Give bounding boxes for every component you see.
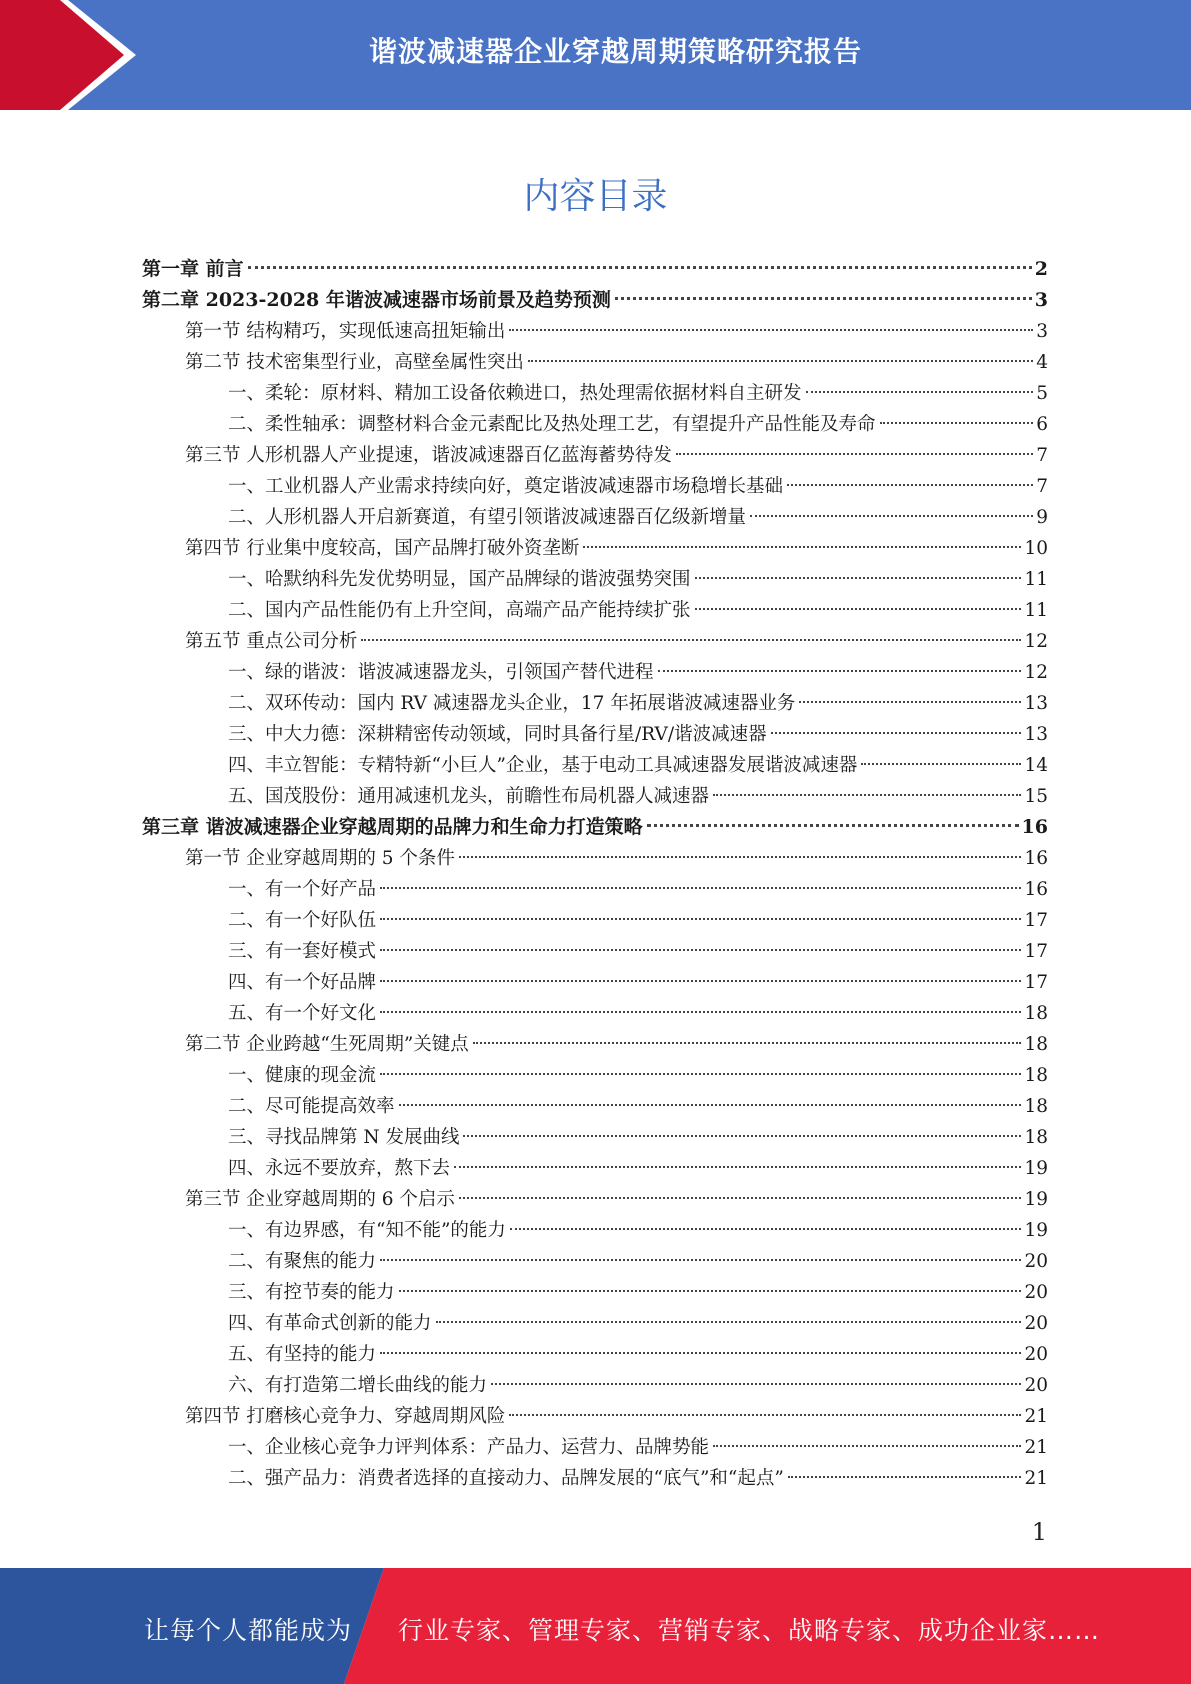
toc-leader-dots bbox=[361, 639, 1021, 641]
toc-entry-page: 20 bbox=[1024, 1344, 1048, 1365]
toc-entry-page: 16 bbox=[1021, 816, 1048, 838]
toc-leader-dots bbox=[713, 1445, 1021, 1447]
toc-entry[interactable] bbox=[142, 626, 1048, 657]
toc-entry-page: 16 bbox=[1024, 848, 1048, 869]
toc-entry[interactable] bbox=[142, 564, 1048, 595]
toc-entry-page: 20 bbox=[1024, 1251, 1048, 1272]
toc-entry[interactable] bbox=[142, 502, 1048, 533]
toc-entry-page: 12 bbox=[1024, 662, 1048, 683]
toc-leader-dots bbox=[454, 1166, 1021, 1168]
toc-entry[interactable] bbox=[142, 378, 1048, 409]
toc-entry-title: 第三节 企业穿越周期的 6 个启示 bbox=[185, 1189, 455, 1210]
toc-entry-page: 20 bbox=[1024, 1375, 1048, 1396]
toc-entry[interactable] bbox=[142, 1370, 1048, 1401]
toc-entry-title: 二、人形机器人开启新赛道，有望引领谐波减速器百亿级新增量 bbox=[228, 507, 747, 528]
toc-entry-page: 17 bbox=[1024, 941, 1048, 962]
toc-entry-page: 21 bbox=[1024, 1468, 1048, 1489]
page-footer bbox=[0, 1568, 1191, 1684]
toc-entry-title: 二、强产品力：消费者选择的直接动力、品牌发展的“底气”和“起点” bbox=[228, 1468, 784, 1489]
toc-leader-dots bbox=[510, 1228, 1022, 1230]
toc-entry-page: 11 bbox=[1024, 569, 1048, 590]
toc-entry-title: 四、丰立智能：专精特新“小巨人”企业，基于电动工具减速器发展谐波减速器 bbox=[228, 755, 858, 776]
toc-leader-dots bbox=[463, 1135, 1021, 1137]
toc-entry-title: 四、有革命式创新的能力 bbox=[228, 1313, 432, 1334]
toc-entry-title: 二、国内产品性能仍有上升空间，高端产品产能持续扩张 bbox=[228, 600, 691, 621]
toc-leader-dots bbox=[695, 608, 1022, 610]
toc-entry-page: 3 bbox=[1036, 321, 1048, 342]
toc-leader-dots bbox=[491, 1383, 1021, 1385]
toc-entry[interactable] bbox=[142, 1463, 1048, 1494]
toc-entry-page: 18 bbox=[1024, 1096, 1048, 1117]
toc-leader-dots bbox=[380, 887, 1021, 889]
toc-entry-page: 4 bbox=[1036, 352, 1048, 373]
toc-entry[interactable] bbox=[142, 781, 1048, 812]
toc-entry-page: 12 bbox=[1024, 631, 1048, 652]
toc-entry-page: 19 bbox=[1024, 1220, 1048, 1241]
toc-entry[interactable] bbox=[142, 533, 1048, 564]
toc-entry-title: 第二节 技术密集型行业，高壁垒属性突出 bbox=[185, 352, 524, 373]
toc-entry[interactable] bbox=[142, 1060, 1048, 1091]
toc-entry[interactable] bbox=[142, 905, 1048, 936]
toc-entry-page: 13 bbox=[1024, 693, 1048, 714]
toc-entry[interactable] bbox=[142, 1339, 1048, 1370]
toc-entry-title: 二、柔性轴承：调整材料合金元素配比及热处理工艺，有望提升产品性能及寿命 bbox=[228, 414, 876, 435]
toc-entry-page: 16 bbox=[1024, 879, 1048, 900]
toc-leader-dots bbox=[799, 701, 1021, 703]
toc-leader-dots bbox=[880, 422, 1034, 424]
toc-entry[interactable] bbox=[142, 409, 1048, 440]
toc-entry-page: 21 bbox=[1024, 1437, 1048, 1458]
toc-entry-title: 第二节 企业跨越“生死周期”关键点 bbox=[185, 1034, 469, 1055]
toc-entry-title: 第四节 行业集中度较高，国产品牌打破外资垄断 bbox=[185, 538, 580, 559]
toc-entry[interactable] bbox=[142, 812, 1048, 843]
toc-leader-dots bbox=[695, 577, 1022, 579]
toc-leader-dots bbox=[380, 949, 1021, 951]
toc-leader-dots bbox=[248, 266, 1032, 269]
toc-entry-title: 三、寻找品牌第 N 发展曲线 bbox=[228, 1127, 460, 1148]
toc-entry[interactable] bbox=[142, 750, 1048, 781]
toc-entry-title: 二、有一个好队伍 bbox=[228, 910, 377, 931]
toc-entry-title: 四、有一个好品牌 bbox=[228, 972, 377, 993]
toc-entry-title: 一、企业核心竞争力评判体系：产品力、运营力、品牌势能 bbox=[228, 1437, 710, 1458]
toc-leader-dots bbox=[771, 732, 1022, 734]
toc-entry-page: 20 bbox=[1024, 1282, 1048, 1303]
toc-leader-dots bbox=[750, 515, 1033, 517]
toc-entry-title: 一、工业机器人产业需求持续向好，奠定谐波减速器市场稳增长基础 bbox=[228, 476, 784, 497]
toc-entry-page: 17 bbox=[1024, 910, 1048, 931]
toc-entry[interactable] bbox=[142, 843, 1048, 874]
toc-entry-title: 一、哈默纳科先发优势明显，国产品牌绿的谐波强势突围 bbox=[228, 569, 691, 590]
toc-entry-page: 7 bbox=[1036, 445, 1048, 466]
toc-leader-dots bbox=[861, 763, 1021, 765]
toc-entry-title: 六、有打造第二增长曲线的能力 bbox=[228, 1375, 488, 1396]
toc-entry[interactable] bbox=[142, 936, 1048, 967]
toc-entry[interactable] bbox=[142, 874, 1048, 905]
toc-entry-title: 五、有一个好文化 bbox=[228, 1003, 377, 1024]
toc-entry[interactable] bbox=[142, 1308, 1048, 1339]
toc-entry-title: 一、有边界感，有“知不能”的能力 bbox=[228, 1220, 506, 1241]
toc-entry-page: 3 bbox=[1034, 289, 1048, 311]
toc-entry[interactable] bbox=[142, 719, 1048, 750]
toc-entry-page: 19 bbox=[1024, 1189, 1048, 1210]
toc-entry-page: 18 bbox=[1024, 1034, 1048, 1055]
toc-leader-dots bbox=[528, 360, 1033, 362]
toc-entry-title: 五、有坚持的能力 bbox=[228, 1344, 377, 1365]
toc-leader-dots bbox=[436, 1321, 1022, 1323]
toc-entry-page: 19 bbox=[1024, 1158, 1048, 1179]
footer-slogan-right: 行业专家、管理专家、营销专家、战略专家、成功企业家…… bbox=[398, 1616, 1101, 1645]
toc-entry-title: 二、尽可能提高效率 bbox=[228, 1096, 395, 1117]
toc-leader-dots bbox=[509, 1414, 1021, 1416]
toc-leader-dots bbox=[380, 1352, 1021, 1354]
toc-entry[interactable] bbox=[142, 440, 1048, 471]
toc-entry[interactable] bbox=[142, 998, 1048, 1029]
toc-entry-title: 一、绿的谐波：谐波减速器龙头，引领国产替代进程 bbox=[228, 662, 654, 683]
toc-leader-dots bbox=[459, 856, 1022, 858]
toc-leader-dots bbox=[380, 1011, 1021, 1013]
toc-entry-title: 一、柔轮：原材料、精加工设备依赖进口，热处理需依据材料自主研发 bbox=[228, 383, 802, 404]
toc-entry[interactable] bbox=[142, 1029, 1048, 1060]
toc-leader-dots bbox=[509, 329, 1033, 331]
toc-entry-title: 四、永远不要放弃，熬下去 bbox=[228, 1158, 451, 1179]
toc-leader-dots bbox=[380, 1073, 1021, 1075]
toc-leader-dots bbox=[658, 670, 1022, 672]
toc-entry-page: 6 bbox=[1036, 414, 1048, 435]
toc-entry-title: 一、健康的现金流 bbox=[228, 1065, 377, 1086]
toc-entry-page: 5 bbox=[1036, 383, 1048, 404]
toc-entry[interactable] bbox=[142, 1215, 1048, 1246]
toc-entry[interactable] bbox=[142, 254, 1048, 285]
toc-entry-title: 第一章 前言 bbox=[142, 258, 244, 280]
toc-entry[interactable] bbox=[142, 1153, 1048, 1184]
toc-entry[interactable] bbox=[142, 471, 1048, 502]
toc-entry[interactable] bbox=[142, 285, 1048, 316]
toc-entry-page: 18 bbox=[1024, 1065, 1048, 1086]
page-header bbox=[0, 0, 1191, 110]
toc-entry-title: 一、有一个好产品 bbox=[228, 879, 377, 900]
toc-entry[interactable] bbox=[142, 1277, 1048, 1308]
toc-leader-dots bbox=[459, 1197, 1022, 1199]
toc-entry[interactable] bbox=[142, 1091, 1048, 1122]
toc-entry-title: 第三节 人形机器人产业提速，谐波减速器百亿蓝海蓄势待发 bbox=[185, 445, 672, 466]
toc-leader-dots bbox=[380, 980, 1021, 982]
toc-leader-dots bbox=[647, 824, 1019, 827]
toc-entry-page: 11 bbox=[1024, 600, 1048, 621]
toc-entry-title: 第四节 打磨核心竞争力、穿越周期风险 bbox=[185, 1406, 506, 1427]
toc-entry-title: 二、双环传动：国内 RV 减速器龙头企业，17 年拓展谐波减速器业务 bbox=[228, 693, 796, 714]
toc-entry[interactable] bbox=[142, 967, 1048, 998]
toc-entry-page: 18 bbox=[1024, 1127, 1048, 1148]
toc-entry-title: 三、有一套好模式 bbox=[228, 941, 377, 962]
page-number: 1 bbox=[1031, 1518, 1047, 1546]
toc-entry-page: 21 bbox=[1024, 1406, 1048, 1427]
toc-entry[interactable] bbox=[142, 688, 1048, 719]
toc-entry-page: 2 bbox=[1034, 258, 1048, 280]
toc-leader-dots bbox=[713, 794, 1021, 796]
footer-slogan-left: 让每个人都能成为 bbox=[144, 1616, 353, 1645]
toc-leader-dots bbox=[806, 391, 1034, 393]
toc-entry-page: 13 bbox=[1024, 724, 1048, 745]
toc-leader-dots bbox=[380, 918, 1021, 920]
toc-heading: 内容目录 bbox=[523, 176, 668, 217]
report-title: 谐波减速器企业穿越周期策略研究报告 bbox=[368, 35, 862, 68]
toc-entry[interactable] bbox=[142, 316, 1048, 347]
toc-leader-dots bbox=[583, 546, 1021, 548]
toc-entry[interactable] bbox=[142, 1246, 1048, 1277]
toc-entry-page: 14 bbox=[1024, 755, 1048, 776]
toc-entry-title: 第一节 企业穿越周期的 5 个条件 bbox=[185, 848, 455, 869]
toc-leader-dots bbox=[399, 1104, 1022, 1106]
toc-entry-title: 第五节 重点公司分析 bbox=[185, 631, 358, 652]
toc-entry[interactable] bbox=[142, 1432, 1048, 1463]
toc-entry-page: 20 bbox=[1024, 1313, 1048, 1334]
toc-entry[interactable] bbox=[142, 595, 1048, 626]
toc-entry-page: 10 bbox=[1024, 538, 1048, 559]
toc-entry[interactable] bbox=[142, 1122, 1048, 1153]
toc-entry-title: 二、有聚焦的能力 bbox=[228, 1251, 377, 1272]
toc-leader-dots bbox=[615, 297, 1032, 300]
toc-leader-dots bbox=[473, 1042, 1022, 1044]
table-of-contents bbox=[142, 254, 1048, 1494]
toc-entry[interactable] bbox=[142, 1184, 1048, 1215]
toc-entry-title: 第三章 谐波减速器企业穿越周期的品牌力和生命力打造策略 bbox=[142, 816, 643, 838]
toc-entry-title: 三、有控节奏的能力 bbox=[228, 1282, 395, 1303]
toc-entry-title: 五、国茂股份：通用减速机龙头，前瞻性布局机器人减速器 bbox=[228, 786, 710, 807]
toc-entry-page: 9 bbox=[1036, 507, 1048, 528]
toc-entry-page: 15 bbox=[1024, 786, 1048, 807]
toc-entry-page: 17 bbox=[1024, 972, 1048, 993]
toc-entry-title: 第一节 结构精巧，实现低速高扭矩输出 bbox=[185, 321, 506, 342]
toc-entry-title: 第二章 2023-2028 年谐波减速器市场前景及趋势预测 bbox=[142, 289, 611, 311]
toc-leader-dots bbox=[787, 484, 1033, 486]
toc-entry[interactable] bbox=[142, 347, 1048, 378]
toc-leader-dots bbox=[380, 1259, 1021, 1261]
toc-entry-page: 7 bbox=[1036, 476, 1048, 497]
toc-entry-title: 三、中大力德：深耕精密传动领域，同时具备行星/RV/谐波减速器 bbox=[228, 724, 767, 745]
toc-leader-dots bbox=[788, 1476, 1022, 1478]
toc-entry[interactable] bbox=[142, 657, 1048, 688]
toc-leader-dots bbox=[399, 1290, 1022, 1292]
toc-entry[interactable] bbox=[142, 1401, 1048, 1432]
toc-leader-dots bbox=[676, 453, 1033, 455]
toc-entry-page: 18 bbox=[1024, 1003, 1048, 1024]
